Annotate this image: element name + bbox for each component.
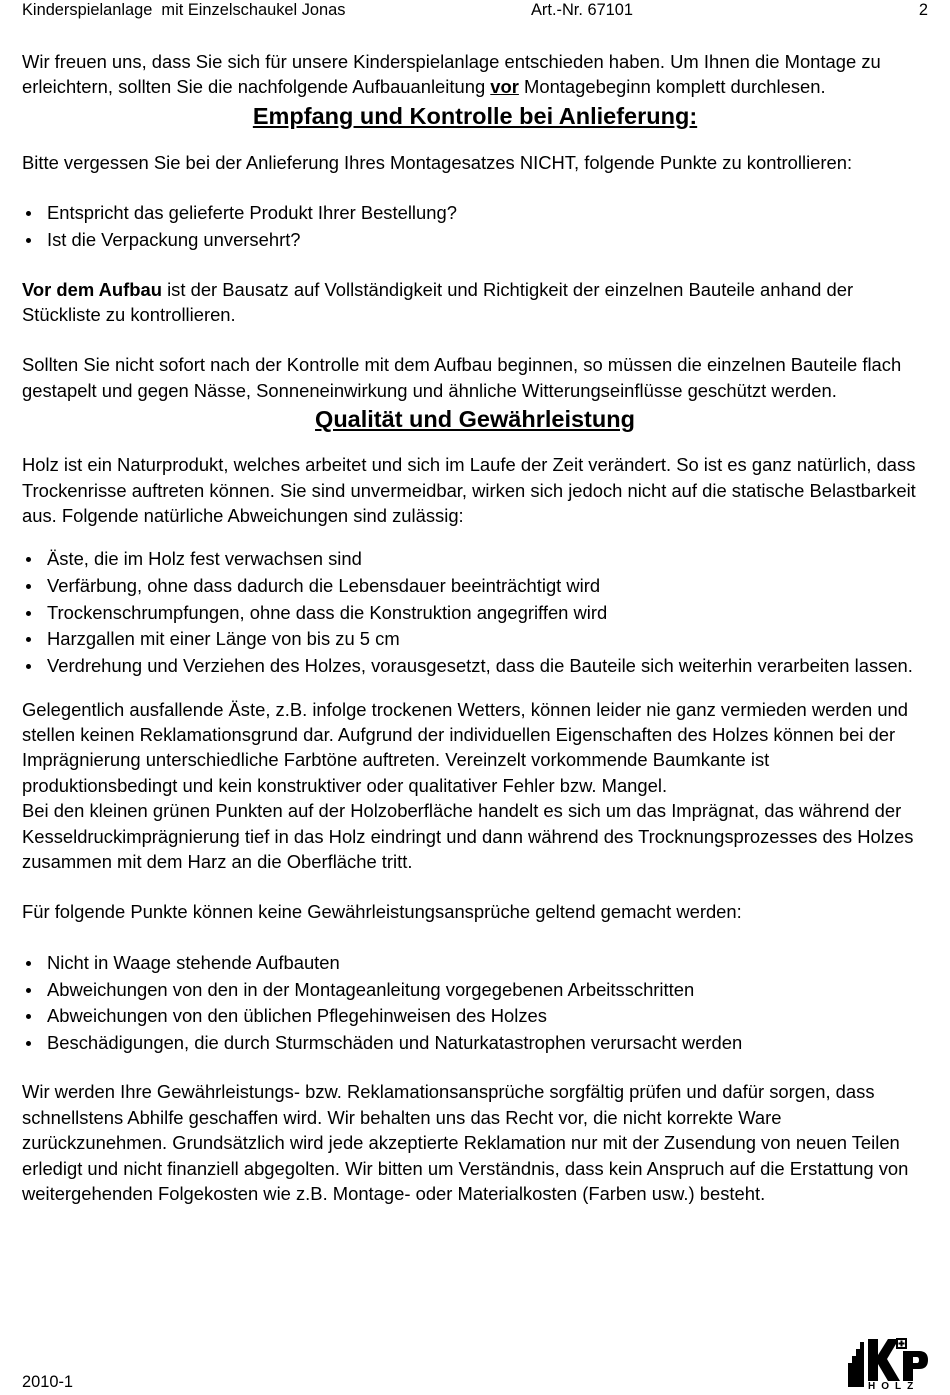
delivery-checklist — [22, 200, 928, 252]
list-item: Verdrehung und Verziehen des Holzes, vorausgesetzt, dass die Bauteile sich weiterhin verarbeiten lassen. — [22, 653, 928, 678]
page-header — [22, 0, 928, 22]
warranty-exclusions-intro: Für folgende Punkte können keine Gewährleistungsansprüche geltend gemacht werden: — [22, 901, 742, 923]
document-title: Kinderspielanlage mit Einzelschaukel Jonas — [22, 1, 346, 19]
knots-paragraph: Gelegentlich ausfallende Äste, z.B. infolge trockenen Wetters, können leider nie ganz vermieden werden und stellen keinen Reklamationsgrund dar. Aufgrund der individuellen Eigenschaften des Holzes können bei der Imprägnierung unterschiedliche Farbtöne auftreten. Vereinzelt vorkommende Baumkante ist produktionsbedingt und kein konstruktiver oder qualitativer Fehler bzw. Mangel. — [22, 698, 909, 796]
article-number: Art.-Nr. 67101 — [531, 1, 634, 19]
green-dots-paragraph: Bei den kleinen grünen Punkten auf der Holzoberfläche handelt es sich um das Imprägnat, das während der Kesseldruckimprägnierung tief in das Holz eindringt und dann während des Trocknungsprozesses des Holzes zusammen mit dem Harz an die Oberfläche tritt. — [22, 800, 914, 873]
list-item: Trockenschrumpfungen, ohne dass die Konstruktion angegriffen wird — [22, 600, 928, 625]
list-item: Nicht in Waage stehende Aufbauten — [22, 950, 928, 975]
warranty-exclusion-list — [22, 950, 928, 1056]
wood-paragraph: Holz ist ein Naturprodukt, welches arbeitet und sich im Laufe der Zeit verändert. So ist es ganz natürlich, dass Trockenrisse auftreten können. Sie sind unvermeidbar, wirken sich jedoch nicht auf die statische Belastbarkeit aus. Folgende natürliche Abweichungen sind zulässig: — [22, 454, 916, 526]
assembly-check-paragraph: Vor dem Aufbau ist der Bausatz auf Vollständigkeit und Richtigkeit der einzelnen Bauteile anhand der Stückliste zu kontrollieren. — [22, 278, 854, 325]
kp-holz-logo — [846, 1333, 930, 1389]
claims-paragraph: Wir werden Ihre Gewährleistungs- bzw. Reklamationsansprüche sorgfältig prüfen und dafür sorgen, dass schnellstens Abhilfe geschaffen wird. Wir behalten uns das Recht vor, die nicht korrekte Ware zurückzunehmen. Grundsätzlich wird jede akzeptierte Reklamation nur mit der Zusendung von neuen Teilen erledigt und nicht finanziell abgegolten. Wir bitten um Verständnis, dass kein Anspruch auf die Erstattung von weitergehenden Folgekosten wie z.B. Montage- oder Materialkosten (Farben usw.) besteht. — [22, 1081, 909, 1204]
delivery-text: Bitte vergessen Sie bei der Anlieferung Ihres Montagesatzes NICHT, folgende Punkte zu kontrollieren: — [22, 151, 853, 173]
deviation-list — [22, 546, 928, 678]
assembly-check-emphasis: Vor dem Aufbau — [22, 278, 162, 300]
list-item: Abweichungen von den in der Montageanleitung vorgegebenen Arbeitsschritten — [22, 977, 928, 1002]
list-item: Verfärbung, ohne dass dadurch die Lebensdauer beeinträchtigt wird — [22, 573, 928, 598]
list-item: Beschädigungen, die durch Sturmschäden und Naturkatastrophen verursacht werden — [22, 1030, 928, 1055]
document-body — [22, 49, 928, 1206]
intro-paragraph: Wir freuen uns, dass Sie sich für unsere Kinderspielanlage entschieden haben. Um Ihnen die Montage zu erleichtern, sollten Sie die nachfolgende Aufbauanleitung vor Montagebeginn komplett durchlesen. — [22, 51, 881, 98]
page-number: 2 — [918, 1, 928, 19]
heading-delivery: Empfang und Kontrolle bei Anlieferung: — [252, 102, 698, 129]
heading-quality: Qualität und Gewährleistung — [315, 406, 635, 433]
list-item: Abweichungen von den üblichen Pflegehinweisen des Holzes — [22, 1003, 928, 1028]
logo-lettering: HOLZ — [868, 1381, 920, 1389]
list-item: Äste, die im Holz fest verwachsen sind — [22, 546, 928, 571]
list-item: Entspricht das gelieferte Produkt Ihrer Bestellung? — [22, 200, 928, 225]
list-item: Harzgallen mit einer Länge von bis zu 5 cm — [22, 626, 928, 651]
list-item: Ist die Verpackung unversehrt? — [22, 227, 928, 252]
revision-code: 2010-1 — [22, 1373, 74, 1391]
intro-emphasis: vor — [490, 76, 519, 98]
storage-paragraph: Sollten Sie nicht sofort nach der Kontrolle mit dem Aufbau beginnen, so müssen die einzelnen Bauteile flach gestapelt und gegen Nässe, Sonneneinwirkung und ähnliche Witterungseinflüsse geschützt werden. — [22, 354, 902, 401]
